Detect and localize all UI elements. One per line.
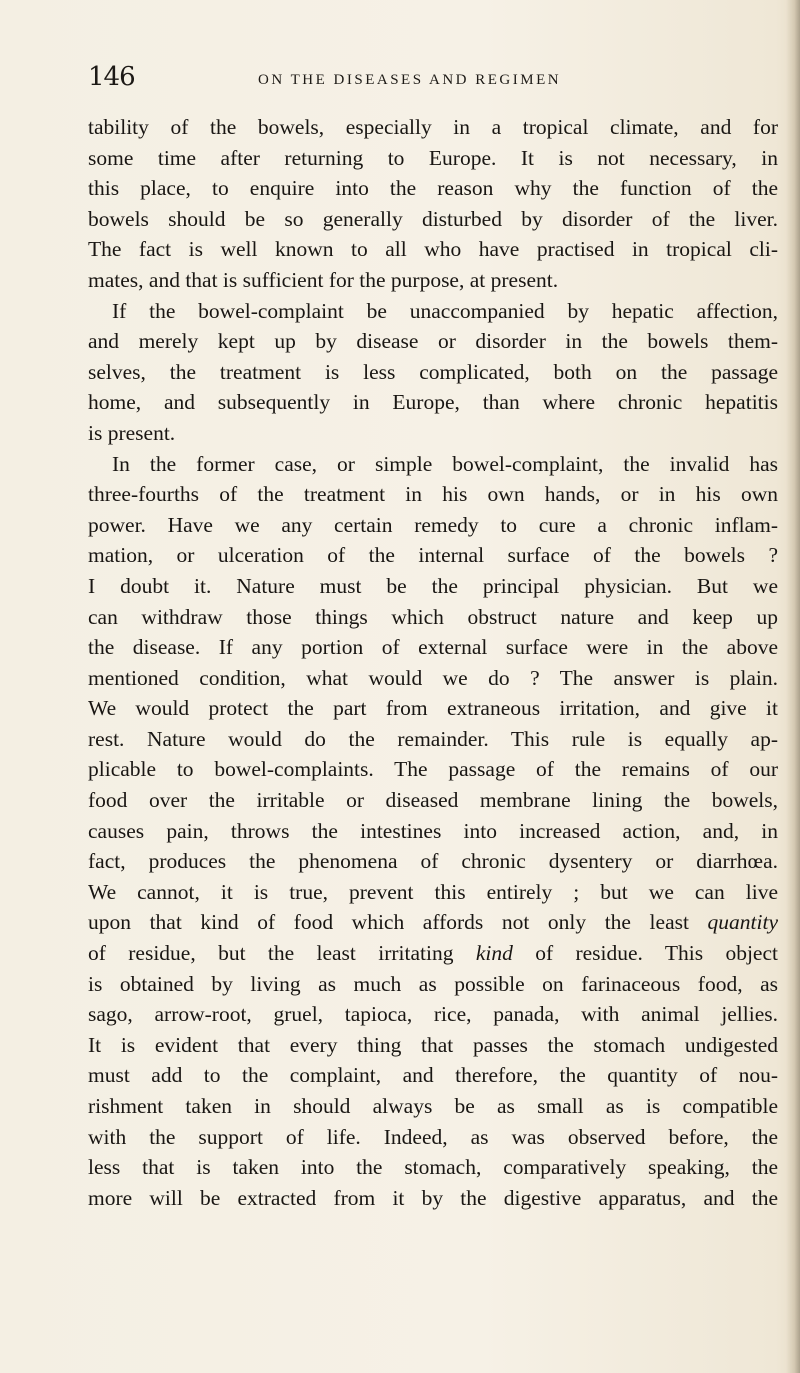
- italic-word: kind: [475, 941, 513, 966]
- text-line: is obtained by living as much as possible on farinaceous food, as: [88, 971, 778, 996]
- text-line: three-fourths of the treatment in his own hands, or in his own: [88, 482, 778, 507]
- text-line: food over the irritable or diseased membrane lining the bowels,: [88, 788, 778, 813]
- text-line: rest. Nature would do the remainder. This rule is equally ap-: [88, 726, 778, 751]
- text-line: selves, the treatment is less complicated, both on the passage: [88, 359, 778, 384]
- text-line: more will be extracted from it by the digestive apparatus, and the: [88, 1185, 778, 1210]
- page-number: 146: [88, 62, 135, 92]
- text-line: We cannot, it is true, prevent this entirely ; but we can live: [88, 879, 778, 904]
- text-line: I doubt it. Nature must be the principal physician. But we: [88, 573, 778, 598]
- text-line: bowels should be so generally disturbed by disorder of the liver.: [88, 206, 778, 231]
- text-line: the disease. If any portion of external surface were in the above: [88, 635, 778, 660]
- text-line-with-italic: [88, 938, 778, 969]
- text-line: mates, and that is sufficient for the purpose, at present.: [88, 267, 559, 292]
- text-line: plicable to bowel-complaints. The passage of the remains of our: [88, 757, 778, 782]
- text-line: with the support of life. Indeed, as was observed before, the: [88, 1124, 778, 1149]
- text-segment: of residue, but the least irritating: [88, 941, 476, 966]
- text-line: home, and subsequently in Europe, than where chronic hepatitis: [88, 390, 778, 415]
- text-line: power. Have we any certain remedy to cure a chronic inflam-: [88, 512, 778, 537]
- text-line: mentioned condition, what would we do ? The answer is plain.: [88, 665, 778, 690]
- text-line: It is evident that every thing that passes the stomach undigested: [88, 1032, 778, 1057]
- text-line: less that is taken into the stomach, comparatively speaking, the: [88, 1155, 778, 1180]
- text-line: and merely kept up by disease or disorder in the bowels them-: [88, 329, 778, 354]
- text-line: some time after returning to Europe. It is not necessary, in: [88, 145, 778, 170]
- text-line-with-italic: [88, 907, 778, 938]
- text-segment: upon that kind of food which affords not only the least: [88, 910, 708, 935]
- text-line: can withdraw those things which obstruct nature and keep up: [88, 604, 778, 629]
- page-edge-shadow: [786, 0, 800, 1373]
- body-text: [88, 112, 778, 1213]
- text-line: is present.: [88, 420, 176, 445]
- text-line: must add to the complaint, and therefore, the quantity of nou-: [88, 1063, 778, 1088]
- running-head: ON THE DISEASES AND REGIMEN: [258, 72, 562, 88]
- text-line: causes pain, throws the intestines into increased action, and, in: [88, 818, 778, 843]
- text-line: rishment taken in should always be as small as is compatible: [88, 1094, 778, 1118]
- text-line: this place, to enquire into the reason why the function of the: [88, 176, 778, 201]
- text-line: fact, produces the phenomena of chronic dysentery or diarrhœa.: [88, 849, 778, 874]
- italic-word: quantity: [707, 910, 778, 935]
- paragraph-start-line: In the former case, or simple bowel-complaint, the invalid has: [112, 451, 778, 476]
- text-segment: of residue. This object: [512, 941, 778, 966]
- text-line: sago, arrow-root, gruel, tapioca, rice, panada, with animal jellies.: [88, 1002, 778, 1027]
- page-header: [88, 62, 778, 102]
- paragraph-start-line: If the bowel-complaint be unaccompanied by hepatic affection,: [112, 298, 778, 323]
- text-line: We would protect the part from extraneous irritation, and give it: [88, 696, 778, 721]
- text-line: The fact is well known to all who have practised in tropical cli-: [88, 237, 778, 262]
- text-line: tability of the bowels, especially in a tropical climate, and for: [88, 115, 778, 139]
- text-line: mation, or ulceration of the internal surface of the bowels ?: [88, 543, 778, 568]
